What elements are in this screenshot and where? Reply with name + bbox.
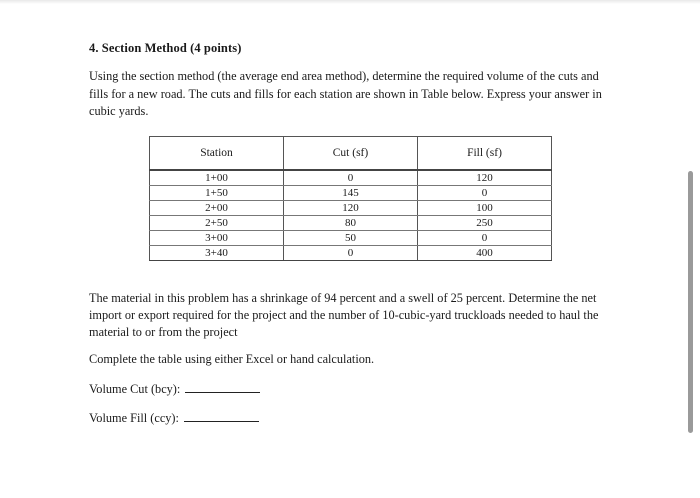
station-cell: 1+00: [150, 170, 284, 186]
station-cell: 3+40: [150, 246, 284, 261]
station-cell: 1+50: [150, 186, 284, 201]
station-cell: 3+00: [150, 231, 284, 246]
page-top-edge: [0, 0, 700, 4]
vertical-scrollbar[interactable]: [688, 171, 693, 433]
cut-cell: 145: [284, 186, 418, 201]
volume-cut-line: [89, 381, 260, 398]
cut-cell: 0: [284, 170, 418, 186]
volume-fill-label: Volume Fill (ccy):: [89, 411, 179, 425]
header-cut: Cut (sf): [284, 137, 418, 171]
fill-cell: 100: [418, 201, 552, 216]
table-row: [150, 246, 552, 261]
fill-cell: 120: [418, 170, 552, 186]
station-table: [149, 136, 552, 261]
table-row: [150, 170, 552, 186]
station-cell: 2+50: [150, 216, 284, 231]
cut-cell: 0: [284, 246, 418, 261]
cut-cell: 120: [284, 201, 418, 216]
station-cell: 2+00: [150, 201, 284, 216]
table-header-row: [150, 137, 552, 171]
problem-intro: Using the section method (the average end area method), determine the required volume of the cuts and fills for a new road. The cuts and fills for each station are shown in Table below. Express your answer in cubic yards.: [89, 69, 602, 118]
volume-fill-line: [89, 410, 259, 427]
cut-cell: 50: [284, 231, 418, 246]
volume-cut-blank[interactable]: [185, 382, 260, 393]
volume-cut-label: Volume Cut (bcy):: [89, 382, 181, 396]
fill-cell: 250: [418, 216, 552, 231]
fill-cell: 0: [418, 231, 552, 246]
cut-cell: 80: [284, 216, 418, 231]
header-fill: Fill (sf): [418, 137, 552, 171]
fill-cell: 0: [418, 186, 552, 201]
instruction-text: Complete the table using either Excel or hand calculation.: [89, 352, 375, 366]
fill-cell: 400: [418, 246, 552, 261]
material-paragraph: The material in this problem has a shrinkage of 94 percent and a swell of 25 percent. Determine the net import or export required for the project and the number of 10-cubic-yard truckloads needed to haul the material to or from the project: [89, 291, 599, 339]
table-row: [150, 231, 552, 246]
table-row: [150, 201, 552, 216]
header-station: Station: [150, 137, 284, 171]
problem-heading: 4. Section Method (4 points): [89, 41, 242, 55]
volume-fill-blank[interactable]: [184, 411, 259, 422]
table-row: [150, 186, 552, 201]
table-row: [150, 216, 552, 231]
